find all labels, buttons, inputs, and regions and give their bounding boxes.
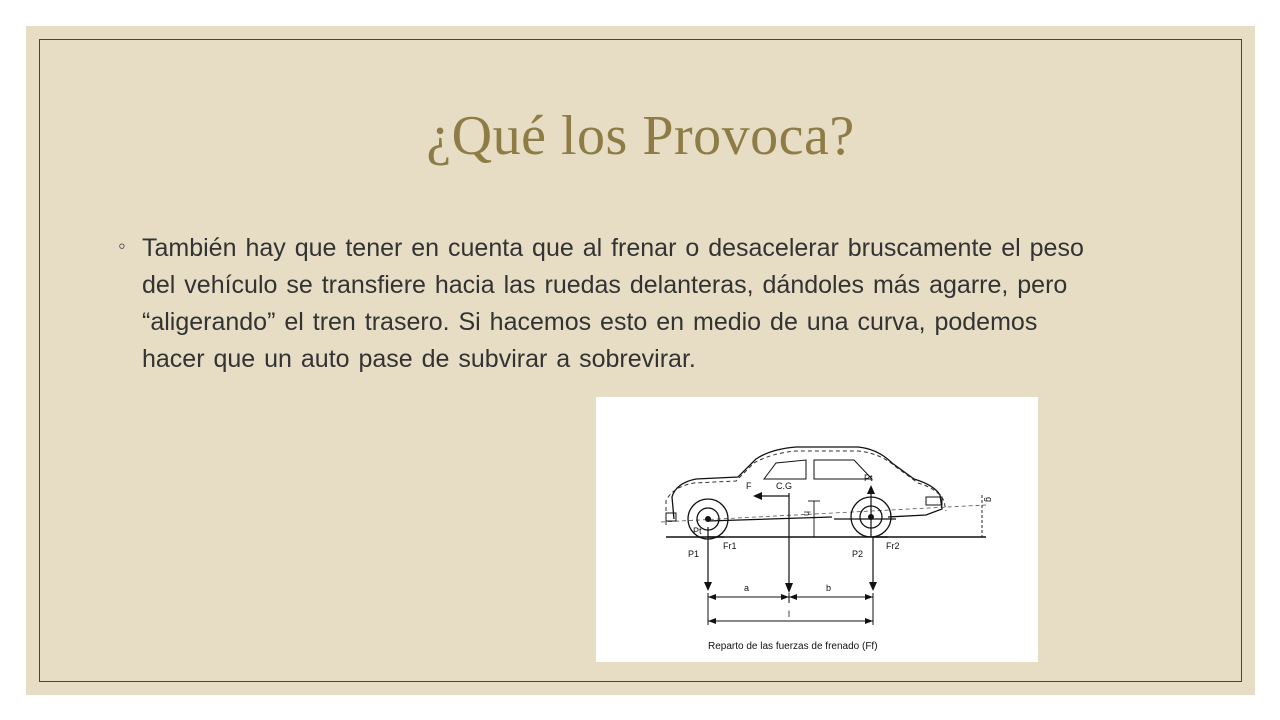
slide	[26, 26, 1255, 695]
label-g: g	[984, 497, 994, 503]
car-body-outline	[672, 447, 942, 521]
label-a: a	[744, 583, 750, 593]
figure-caption: Reparto de las fuerzas de frenado (Ff)	[708, 641, 878, 652]
label-fr1: Fr1	[723, 541, 737, 551]
braking-force-diagram	[596, 397, 1038, 662]
label-pt-rear: Pt	[693, 526, 702, 536]
p1-arrow	[704, 582, 712, 591]
bullet-text: También hay que tener en cuenta que al frenar o desacelerar bruscamente el peso del vehículo se transfiere hacia las ruedas delanteras, dándoles más agarre, pero “aligerando” el tren trasero. Si hacemos esto en medio de una curva, podemos hacer que un auto pase de subvirar a sobrevirar.	[142, 234, 1084, 373]
front-bumper	[926, 497, 942, 505]
force-f-arrow	[753, 492, 762, 500]
label-b: b	[826, 583, 832, 593]
p2-arrow	[869, 582, 877, 591]
car-windows	[764, 460, 872, 479]
car-diagram-svg	[596, 397, 1038, 662]
label-l: l	[788, 609, 790, 619]
label-p1: P1	[688, 549, 700, 559]
label-pt-front: Pt	[864, 473, 873, 483]
bullet-marker: ◦	[118, 233, 126, 258]
pt-front-arrow	[867, 485, 875, 494]
rear-bumper	[666, 513, 676, 521]
label-force: F	[746, 481, 752, 491]
label-cg: C.G	[776, 481, 793, 491]
label-fr2: Fr2	[886, 541, 900, 551]
label-height: h	[802, 511, 812, 517]
label-p2: P2	[852, 549, 864, 559]
cg-arrow-head	[785, 583, 793, 593]
slide-title: ¿Qué los Provoca?	[426, 105, 855, 167]
